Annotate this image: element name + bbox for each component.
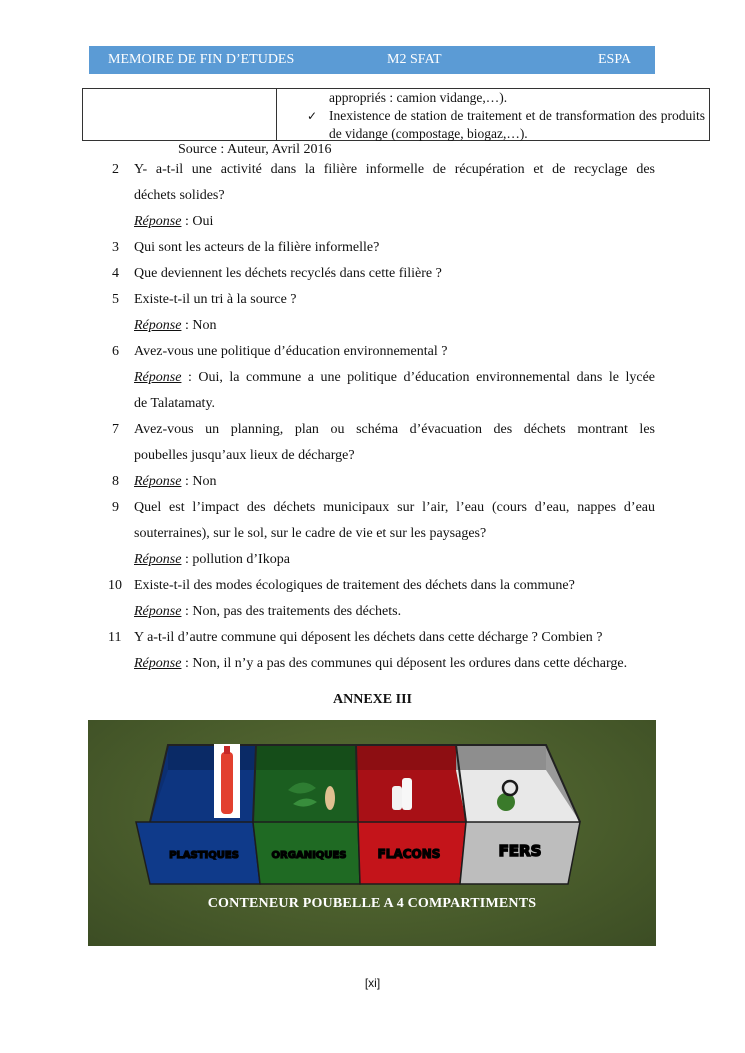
table-source: Source : Auteur, Avril 2016 <box>178 142 332 157</box>
page-header <box>89 46 655 74</box>
glass-flask-icon <box>392 786 402 810</box>
table-fragment <box>82 88 710 141</box>
answer-label: Réponse <box>134 656 182 671</box>
red-bin-back <box>356 745 456 770</box>
apple-core-icon <box>325 786 335 810</box>
answer-value: : Oui <box>181 214 214 229</box>
answer-value: : Non, pas des traitements des déchets. <box>181 604 402 619</box>
table-cell-line2: Inexistence de station de traitement et de transformation des produits de vidange (compostage, biogaz,…). <box>329 108 705 141</box>
answer-value: : Non <box>181 474 217 489</box>
question-text: Quel est l’impact des déchets municipaux sur l’air, l’eau (cours d’eau, nappes d’eau <box>134 500 655 515</box>
answer-text <box>134 474 655 490</box>
answer-label: Réponse <box>134 370 182 385</box>
answer-label: Réponse <box>134 214 182 229</box>
answer-6 <box>0 366 745 392</box>
question-10 <box>0 574 745 600</box>
answer-value: : Non, il n’y a pas des communes qui déposent les ordures dans cette décharge. <box>181 656 628 671</box>
header-school: ESPA <box>598 52 631 67</box>
question-text: poubelles jusqu’aux lieux de décharge? <box>134 448 355 463</box>
question-number: 5 <box>112 292 119 307</box>
question-6 <box>0 340 745 366</box>
answer-value: : Non <box>181 318 217 333</box>
bin-label-organiques: ORGANIQUES <box>271 850 347 861</box>
question-number: 7 <box>112 422 119 437</box>
bottle-cap-icon <box>224 746 230 754</box>
header-program: M2 SFAT <box>387 52 442 67</box>
answer-text <box>134 604 655 620</box>
question-number: 4 <box>112 266 119 281</box>
answer-5 <box>0 314 745 340</box>
figure-caption: CONTENEUR POUBELLE A 4 COMPARTIMENTS <box>207 896 537 911</box>
answer-9 <box>0 548 745 574</box>
answer-2 <box>0 210 745 236</box>
question-4 <box>0 262 745 288</box>
answer-6-cont <box>0 392 745 418</box>
blue-bin-floor <box>150 770 256 822</box>
answer-text <box>134 552 655 568</box>
answer-label: Réponse <box>134 604 182 619</box>
question-number: 9 <box>112 500 119 515</box>
answer-text <box>134 214 655 230</box>
header-title: MEMOIRE DE FIN D’ETUDES <box>108 52 295 67</box>
question-11 <box>0 626 745 652</box>
question-text: Avez-vous une politique d’éducation environnemental ? <box>134 344 448 359</box>
check-icon: ✓ <box>307 109 318 123</box>
question-7 <box>0 418 745 444</box>
question-number: 11 <box>108 630 122 645</box>
question-text: Y a-t-il d’autre commune qui déposent les déchets dans cette décharge ? Combien ? <box>134 630 603 645</box>
bin-label-plastiques: PLASTIQUES <box>169 850 239 861</box>
answer-8 <box>0 470 745 496</box>
page-number: [xi] <box>364 976 381 990</box>
blue-bin-back <box>168 745 256 770</box>
answer-11 <box>0 652 745 678</box>
question-2 <box>0 158 745 184</box>
answer-text <box>134 318 655 334</box>
question-text: Avez-vous un planning, plan ou schéma d’évacuation des déchets montrant les <box>134 422 655 437</box>
answer-label: Réponse <box>134 474 182 489</box>
question-number: 2 <box>112 162 119 177</box>
answer-value: : pollution d’Ikopa <box>181 552 290 567</box>
grey-bin-back <box>456 745 546 770</box>
question-number: 10 <box>108 578 122 593</box>
table-cell-line1: appropriés : camion vidange,…). <box>329 90 508 105</box>
bin-illustration <box>88 720 656 946</box>
answer-text <box>134 656 674 672</box>
question-text: déchets solides? <box>134 188 225 203</box>
green-bin-floor <box>253 770 358 822</box>
table-divider <box>276 89 277 140</box>
question-text: souterraines), sur le sol, sur le cadre de vie et sur les paysages? <box>134 526 487 541</box>
question-text: Existe-t-il un tri à la source ? <box>134 292 297 307</box>
question-5 <box>0 288 745 314</box>
answer-label: Réponse <box>134 318 182 333</box>
answer-label: Réponse <box>134 552 182 567</box>
answer-text <box>134 370 655 386</box>
bin-label-fers: FERS <box>498 842 542 860</box>
glass-flask-icon <box>402 778 412 810</box>
answer-text: de Talatamaty. <box>134 396 216 411</box>
question-7-cont <box>0 444 745 470</box>
question-number: 3 <box>112 240 119 255</box>
question-text: Qui sont les acteurs de la filière informelle? <box>134 240 380 255</box>
question-text: Que deviennent les déchets recyclés dans cette filière ? <box>134 266 442 281</box>
bin-figure <box>88 720 656 946</box>
bin-label-flacons: FLACONS <box>377 847 441 861</box>
annexe-title: ANNEXE III <box>333 692 412 707</box>
plastic-bottle-icon <box>221 752 233 814</box>
question-number: 6 <box>112 344 119 359</box>
question-9 <box>0 496 745 522</box>
green-bin-back <box>256 745 356 770</box>
answer-value: : Oui, la commune a une politique d’éducation environnemental dans le lycée <box>181 370 655 385</box>
question-9-cont <box>0 522 745 548</box>
question-text: Existe-t-il des modes écologiques de traitement des déchets dans la commune? <box>134 578 575 593</box>
question-3 <box>0 236 745 262</box>
question-text: Y- a-t-il une activité dans la filière informelle de récupération et de recyclage des <box>134 162 655 177</box>
answer-10 <box>0 600 745 626</box>
question-number: 8 <box>112 474 119 489</box>
question-2-cont <box>0 184 745 210</box>
